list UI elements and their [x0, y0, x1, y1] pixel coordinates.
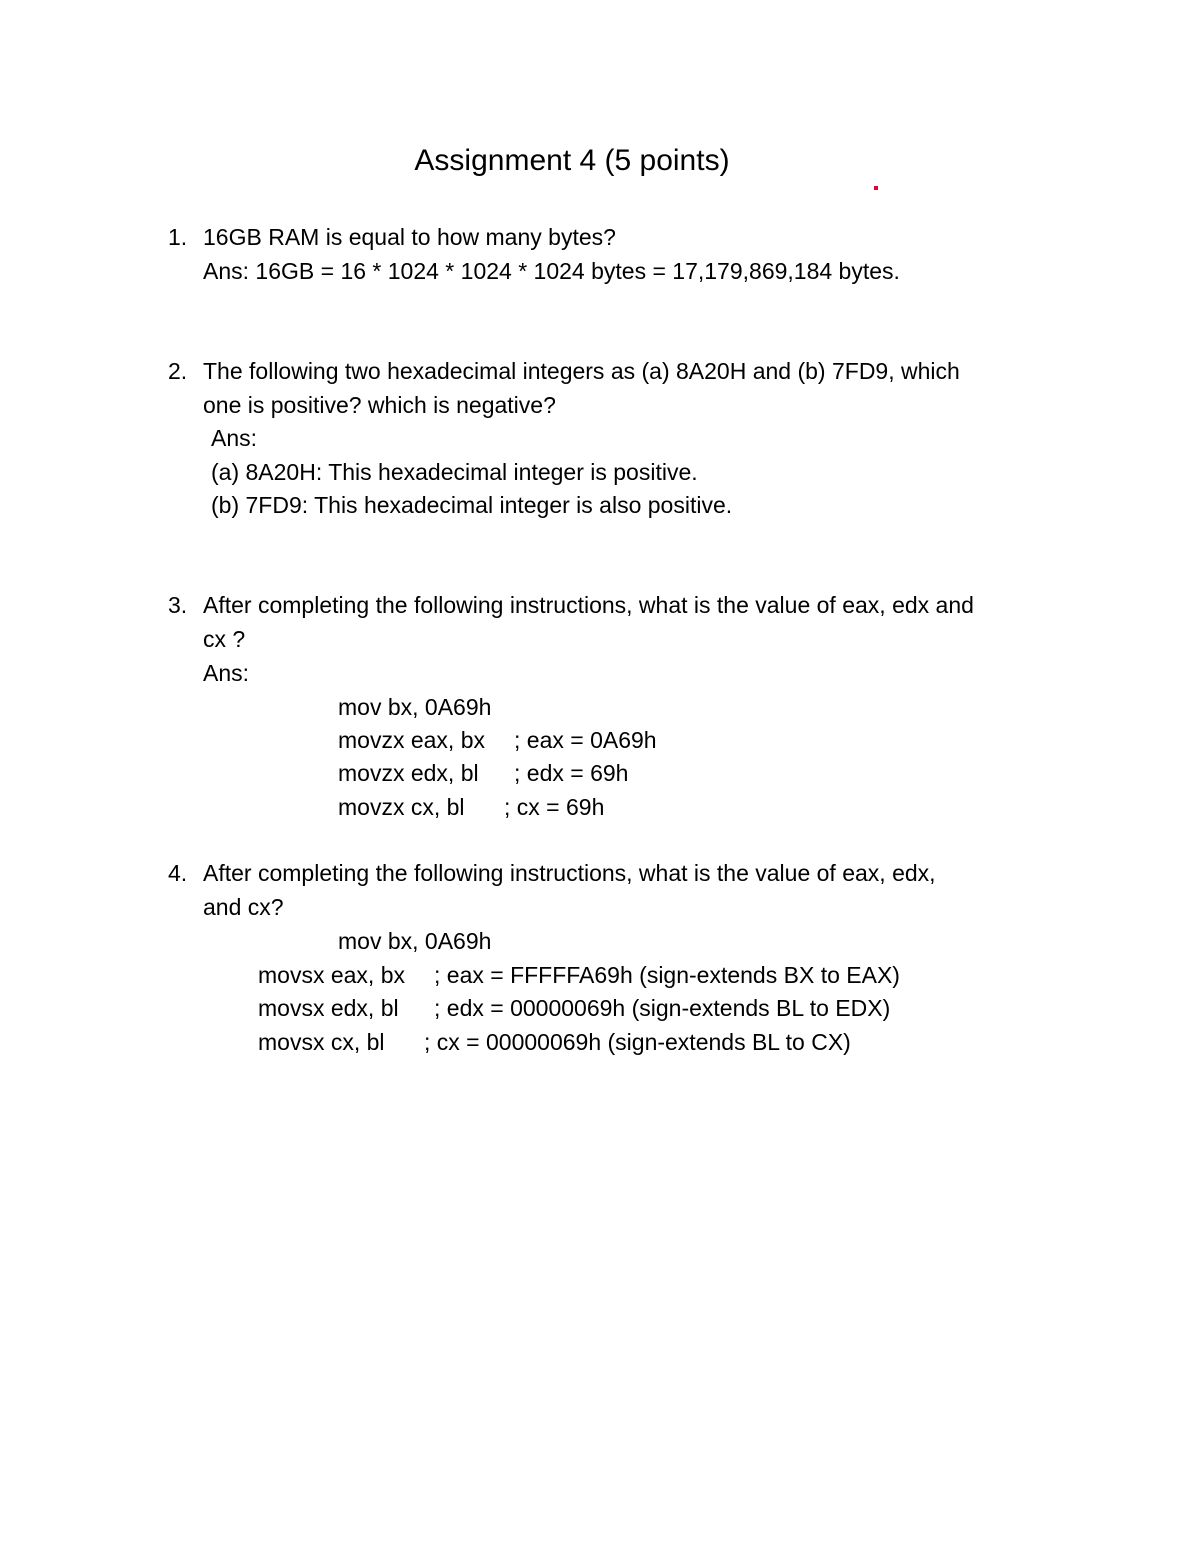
question-1-number: 1. [168, 224, 188, 250]
question-2-answer-a: (a) 8A20H: This hexadecimal integer is positive. [211, 459, 698, 485]
question-4-comment-4: ; cx = 00000069h (sign-extends BL to CX) [424, 1029, 851, 1055]
question-3-comment-2: ; eax = 0A69h [514, 727, 657, 753]
question-2-ans-label: Ans: [211, 425, 258, 451]
question-2-text-line-2: one is positive? which is negative? [203, 392, 556, 418]
question-4-code-line-1: mov bx, 0A69h [338, 928, 492, 954]
question-3-text-line-1: After completing the following instructions, what is the value of eax, edx and [203, 592, 974, 618]
question-4-code-line-3: movsx edx, bl [258, 995, 399, 1021]
question-4-text-line-1: After completing the following instructions, what is the value of eax, edx, [203, 860, 936, 886]
question-4-number: 4. [168, 860, 188, 886]
question-4-code-line-4: movsx cx, bl [258, 1029, 385, 1055]
question-2-text-line-1: The following two hexadecimal integers as (a) 8A20H and (b) 7FD9, which [203, 358, 960, 384]
question-2-answer-b: (b) 7FD9: This hexadecimal integer is also positive. [211, 492, 733, 518]
question-3-code-line-2: movzx eax, bx [338, 727, 485, 753]
question-1-answer: Ans: 16GB = 16 * 1024 * 1024 * 1024 bytes = 17,179,869,184 bytes. [203, 258, 900, 284]
question-3-comment-4: ; cx = 69h [504, 794, 605, 820]
question-3-code-line-1: mov bx, 0A69h [338, 694, 492, 720]
page-title: Assignment 4 (5 points) [414, 144, 730, 177]
question-4-comment-2: ; eax = FFFFFA69h (sign-extends BX to EAX) [434, 962, 900, 988]
red-mark [874, 186, 878, 190]
question-4-comment-3: ; edx = 00000069h (sign-extends BL to EDX) [434, 995, 891, 1021]
question-2-number: 2. [168, 358, 188, 384]
question-4-code-line-2: movsx eax, bx [258, 962, 405, 988]
question-3-text-line-2: cx ? [203, 626, 246, 652]
question-1-text: 16GB RAM is equal to how many bytes? [203, 224, 616, 250]
question-3-comment-3: ; edx = 69h [514, 760, 629, 786]
question-3-code-line-3: movzx edx, bl [338, 760, 479, 786]
question-3-code-line-4: movzx cx, bl [338, 794, 465, 820]
question-4-text-line-2: and cx? [203, 894, 284, 920]
question-3-ans-label: Ans: [203, 660, 250, 686]
question-3-number: 3. [168, 592, 188, 618]
